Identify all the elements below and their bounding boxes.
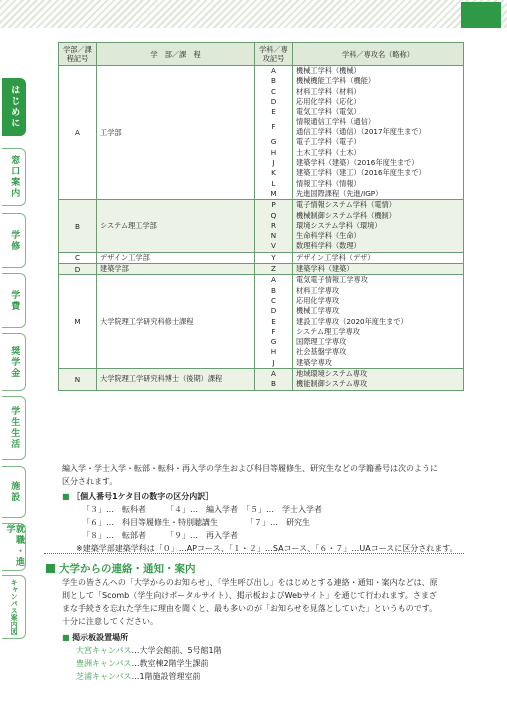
faculty-name: システム理工学部 — [97, 200, 255, 252]
dept-name: 地域環境システム専攻 — [296, 369, 368, 379]
table-row — [59, 200, 464, 252]
dept-name-cell — [293, 66, 464, 200]
header-pattern-band — [0, 0, 507, 28]
dept-name: 機械工学専攻 — [296, 306, 340, 316]
dept-code: A — [271, 275, 276, 285]
dept-code: R — [271, 220, 276, 230]
sidebar-tab-label: 学費 — [9, 289, 20, 312]
dept-name-cell — [293, 275, 464, 369]
header-faculty-name: 学 部／課 程 — [97, 43, 255, 66]
dept-name: 環境システム学科（環境） — [296, 220, 382, 230]
dept-code-cell — [255, 369, 293, 391]
dept-code: J — [272, 357, 275, 367]
dept-name: 情報工学科（情報） — [296, 178, 361, 188]
dept-name: 数理科学科（数理） — [296, 241, 361, 251]
section-divider — [44, 553, 464, 554]
sidebar-tab-label: 学生生活 — [9, 406, 20, 450]
dept-code: P — [271, 200, 276, 210]
sidebar-tab-5[interactable] — [2, 396, 26, 460]
faculty-code: M — [59, 275, 97, 369]
dept-name: 建築学科（建築） — [296, 264, 354, 274]
dept-name-line: 情報通信工学科（通信） — [296, 117, 376, 127]
dept-code: M — [270, 188, 277, 198]
dept-code: E — [271, 316, 276, 326]
dept-code: B — [271, 379, 276, 389]
sidebar-tab-label: 就職・進学 — [4, 524, 24, 568]
dept-code: H — [270, 347, 277, 357]
dept-name: 生命科学科（生命） — [296, 231, 361, 241]
dept-code: E — [271, 107, 276, 117]
dept-code: D — [270, 96, 277, 106]
dept-code-cell — [255, 252, 293, 263]
dept-code: K — [271, 168, 276, 178]
page-marker — [461, 2, 501, 28]
dept-name: 材料工学科（材料） — [296, 86, 361, 96]
header-dept-name: 学科／専攻名（略称） — [293, 43, 464, 66]
sidebar-tab-2[interactable] — [2, 213, 26, 268]
dept-name — [293, 117, 463, 137]
sidebar-tab-label: キャンパス案内図 — [10, 579, 19, 635]
faculty-code: A — [59, 66, 97, 200]
header-dept-code: 学科／専攻記号 — [255, 43, 293, 66]
dept-name-cell — [293, 252, 464, 263]
square-icon — [46, 564, 55, 573]
dept-name: 機械機能工学科（機能） — [296, 76, 376, 86]
campus-name: 豊洲キャンパス — [76, 659, 132, 668]
dept-name-cell — [293, 369, 464, 391]
sidebar-tab-label: 奨学金 — [9, 345, 20, 379]
dept-name: 電子工学科（電子） — [296, 137, 361, 147]
dept-code: F — [271, 326, 276, 336]
table-row — [59, 264, 464, 275]
sidebar-tab-label: 学修 — [9, 229, 20, 252]
dept-code: Y — [271, 252, 276, 262]
dept-code-cell — [255, 200, 293, 252]
faculty-code: N — [59, 369, 97, 391]
dept-name: システム理工学専攻 — [296, 326, 360, 336]
dept-code: L — [271, 178, 276, 188]
contact-heading: 大学からの連絡・通知・案内 — [46, 561, 196, 576]
dept-code: A — [271, 369, 276, 379]
dept-code: A — [271, 66, 276, 75]
campus-name: 大宮キャンパス — [76, 646, 132, 655]
dept-name: 電気電子情報工学専攻 — [296, 275, 368, 285]
dept-code: D — [270, 306, 277, 316]
dept-name: 電子情報システム学科（電情） — [296, 200, 396, 210]
table-row — [59, 275, 464, 369]
board-place: …教室棟2階学生課前 — [131, 659, 209, 668]
dept-name: 電気工学科（電気） — [296, 107, 361, 117]
sidebar-tab-8[interactable] — [2, 575, 26, 639]
sidebar-tab-label: はじめに — [9, 85, 20, 129]
dept-code: J — [272, 158, 275, 168]
dept-name: 機械制御システム学科（機制） — [296, 210, 396, 220]
dept-code: G — [270, 137, 277, 147]
faculty-name: 工学部 — [97, 66, 255, 200]
dept-name-line: 通信工学科（通信）（2017年度生まで） — [296, 127, 426, 137]
dept-code: Q — [270, 210, 277, 220]
sidebar-tab-4[interactable] — [2, 333, 26, 391]
dept-code: B — [271, 76, 276, 86]
sidebar-tab-1[interactable] — [2, 148, 26, 206]
table-row — [59, 252, 464, 263]
dept-code: G — [270, 337, 277, 347]
sidebar-tab-label: 施設 — [9, 481, 20, 503]
dept-name: 機械工学科（機械） — [296, 66, 361, 75]
dept-name: 先進国際課程（先進/IGP） — [296, 188, 383, 198]
board-locations: ■ 掲示板設置場所 大宮キャンパス…大学会館前、5号館1階 豊洲キャンパス…教室棟2階学生課前 芝浦キャンパス…1階施設管理室前 — [62, 631, 464, 683]
dept-name: 応用化学科（応化） — [296, 96, 361, 106]
dept-code: V — [271, 241, 276, 251]
header-faculty-code: 学部／課程記号 — [59, 43, 97, 66]
board-place: …大学会館前、5号館1階 — [131, 646, 222, 655]
sidebar-tab-label: 窓口案内 — [9, 155, 20, 199]
faculty-name: デザイン工学部 — [97, 252, 255, 263]
dept-name: 応用化学専攻 — [296, 295, 340, 305]
dept-name: 建築学科（建築）（2016年度生まで） — [296, 158, 419, 168]
board-location — [76, 670, 464, 683]
dept-name-cell — [293, 264, 464, 275]
board-location — [76, 657, 464, 670]
dept-code: C — [270, 86, 277, 96]
campus-name: 芝浦キャンパス — [76, 672, 132, 681]
code-table — [58, 42, 464, 391]
table-row — [59, 369, 464, 391]
intro-text: 編入学・学士入学・転部・転科・再入学の学生および科目等履修生、研究生などの学籍番号は次のように 区分されます。 — [62, 464, 438, 486]
dept-name-cell — [293, 200, 464, 252]
dept-code-cell — [255, 275, 293, 369]
dept-code: C — [270, 295, 277, 305]
dept-code: B — [271, 285, 276, 295]
dept-name: 社会基盤学専攻 — [296, 347, 347, 357]
faculty-code: C — [59, 252, 97, 263]
dept-code-cell — [255, 264, 293, 275]
dept-name: 土木工学科（土木） — [296, 147, 361, 157]
dept-name: デザイン工学科（デザ） — [296, 252, 375, 262]
sidebar-tab-3[interactable] — [2, 273, 26, 328]
dept-code: H — [270, 147, 277, 157]
digit-breakdown: ■ ［個人番号1ケタ目の数字の区分内訳］ 「３」… 転科者 「４」… 編入学者 「５」… 学士入学者 「６」… 科目等履修生・特別聴講生 「７」… 研究生 「８」… 転部者 「９」… 再入学者 ※建築学部建築学科は「０」…APコース、「１・２」…SAコース、「６・７」…UAコースに区分されます。 — [62, 492, 458, 553]
dept-code: Z — [271, 264, 276, 274]
dept-name: 機能制御システム専攻 — [296, 379, 368, 389]
sidebar-tab-7[interactable] — [2, 523, 26, 571]
square-bullet-icon: ■ — [62, 633, 70, 642]
sidebar-tab-0[interactable] — [2, 78, 26, 136]
faculty-name: 大学院理工学研究科修士課程 — [97, 275, 255, 369]
contact-body: 学生の皆さんへの「大学からのお知らせ」、「学生呼び出し」をはじめとする連絡・通知・案内などは、原 則として「Scomb（学生向けポータルサイト）、掲示板およびWebサイト」を通じて行われます。さまざ まな手続きを忘れた学生に理由を聞くと、最も多いのが「お知らせを見落としていた」というものです。 十分に注意してください。 — [62, 578, 438, 626]
board-place: …1階施設管理室前 — [131, 672, 201, 681]
square-bullet-icon: ■ — [62, 492, 70, 501]
dept-name: 建築学専攻 — [296, 357, 332, 367]
dept-code: F — [271, 122, 276, 132]
faculty-name: 建築学部 — [97, 264, 255, 275]
dept-name: 国際理工学専攻 — [296, 337, 347, 347]
board-location — [76, 644, 464, 657]
dept-code: N — [270, 231, 277, 241]
dept-name: 材料工学専攻 — [296, 285, 340, 295]
dept-code-cell — [255, 66, 293, 200]
faculty-code: D — [59, 264, 97, 275]
faculty-code: B — [59, 200, 97, 252]
table-row — [59, 66, 464, 200]
dept-name: 建築工学科（建工）（2016年度生まで） — [296, 168, 426, 178]
sidebar-tab-6[interactable] — [2, 466, 26, 518]
dept-name: 建設工学専攻（2020年度生まで） — [296, 316, 408, 326]
faculty-name: 大学院理工学研究科博士（後期）課程 — [97, 369, 255, 391]
